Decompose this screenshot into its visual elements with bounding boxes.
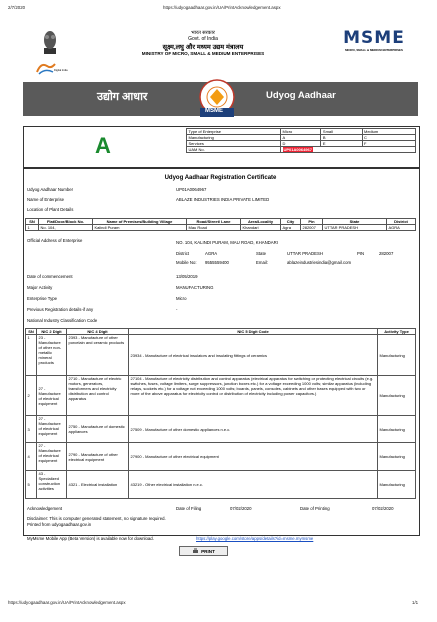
printer-icon <box>192 548 199 554</box>
printing-date-label: Date of Printing <box>300 506 330 511</box>
ministry-header <box>23 28 418 78</box>
disclaimer: Disclaimer: This is computer generated statement, no signature required. <box>27 516 166 521</box>
enterprise-type-label: Enterprise Type <box>27 296 58 301</box>
ministry-hindi: सूक्ष्म,लघु और मध्यम उद्यम मंत्रालय <box>162 44 244 51</box>
nic-table <box>25 328 416 499</box>
national-emblem-icon <box>41 30 59 56</box>
mobile-value: 9555559400 <box>205 260 229 265</box>
nic-label: National Industry Classification Code <box>27 318 98 323</box>
plant-table <box>25 218 416 231</box>
medium-header: Medium <box>362 129 416 135</box>
major-activity-value: MANUFACTURING <box>176 285 214 290</box>
field-uan-label: Udyog Aadhaar Number <box>27 187 74 192</box>
state-label: State <box>256 251 267 256</box>
email-value: ablazeindustriesindia@gmail.com <box>287 260 352 265</box>
footer-url: https://udyogaadhaar.gov.in/UA/PrintAcknowledgement.aspx <box>8 600 126 605</box>
plant-header-row: SN Flat/Door/Block No. Name of Premises/Building Village Road/Street/ Lane Area/Locality City Pin State District <box>26 219 416 225</box>
seal-badge: MSME <box>205 108 223 114</box>
acknowledgement-label: Acknowledgement <box>27 506 63 511</box>
office-address-line: NO. 104, KALINDI PURAM, MAU ROAD, KHANDARI <box>176 240 278 245</box>
nic-row: 3 27 - Manufacture of electrical equipment 2750 - Manufacture of domestic appliances 27509 - Manufacture of other domestic appliances n.e.c. Manufacturing <box>26 416 416 443</box>
cat-a: A <box>281 135 321 141</box>
banner-english: Udyog Aadhaar <box>266 90 336 101</box>
state-value: UTTAR PRADESH <box>287 251 323 256</box>
nic-row: 1 23 - Manufacture of other non-metallic mineral products 2393 - Manufacture of other porcelain and ceramic products 23934 - Manufacture of electrical insulators and insulating fittings of ceramics Manufacturing <box>26 335 416 376</box>
msme-logo <box>333 28 415 52</box>
major-activity-label: Major Activity <box>27 285 53 290</box>
mobile-label: Mobile No: <box>176 260 197 265</box>
micro-header: Micro <box>281 129 321 135</box>
nic-row: 2 27 - Manufacture of electrical equipment 2710 - Manufacture of electric motors, generators, transformers and electricity distribution and control apparatus 27104 - Manufacture of electricity distribution and control apparatus (electrical apparatus for switching or protecting electrical circuits (e.g. switches, fuses, voltage limiters, surge suppressors, junction boxes etc.) for a voltage exceeding 1000 volts; similar apparatus (including relays, sockets etc.) for a voltage not exceeding 1000 volts; boards, panels, consoles, cabinets and other bases equipped with two or more of the above apparatus for electricity control or distribution of electricity including power capacitors.) Manufacturing <box>26 376 416 416</box>
small-header: Small <box>321 129 362 135</box>
cat-d: D <box>281 141 321 147</box>
type-header: Type of Enterprise <box>187 129 281 135</box>
field-location-label: Location of Plant Details <box>27 207 74 212</box>
office-address-label: Official Address of Enterprise <box>27 238 83 243</box>
ministry-english: MINISTRY OF MICRO, SMALL & MEDIUM ENTERPRISES <box>141 51 265 56</box>
play-store-link[interactable]: https://play.google.com/store/apps/details?id=msme.mymsme <box>196 536 314 541</box>
manufacturing-label: Manufacturing <box>187 135 281 141</box>
print-url: https://udyogaadhaar.gov.in/UA/PrintAcknowledgement.aspx <box>163 5 281 10</box>
category-letter: A <box>95 133 111 158</box>
uam-label: UAM No. <box>187 147 281 153</box>
previous-registration-label: Previous Registration details-if any <box>27 307 94 312</box>
field-name-label: Name of Enterprise <box>27 197 65 202</box>
digital-india-label: Digital India <box>54 69 68 72</box>
enterprise-type-value: Micro <box>176 296 187 301</box>
certificate-title: Udyog Aadhaar Registration Certificate <box>164 175 277 181</box>
commencement-label: Date of commencement <box>27 274 73 279</box>
govt-hindi: भारत सरकार <box>191 30 215 36</box>
print-button[interactable] <box>179 546 228 556</box>
filing-date-value: 07/02/2020 <box>230 506 252 511</box>
field-uan-value: UP01A0064967 <box>176 187 207 192</box>
govt-english: Govt. of India <box>188 36 218 42</box>
email-label: Email: <box>256 260 268 265</box>
print-button-label: PRINT <box>201 548 215 554</box>
print-date: 2/7/2020 <box>8 5 26 10</box>
nic-row: 4 27 - Manufacture of electrical equipment 2790 - Manufacture of other electrical equipment 27900 - Manufacture of other electrical equipment Manufacturing <box>26 443 416 471</box>
cat-b: B <box>321 135 362 141</box>
mobile-app-note: MyMsme Mobile App (Beta Version) is available now for download. <box>27 536 154 541</box>
pin-label: PIN <box>357 251 365 256</box>
pin-value: 282007 <box>379 251 394 256</box>
printing-date-value: 07/02/2020 <box>372 506 394 511</box>
banner-hindi: उद्योग आधार <box>97 91 148 103</box>
district-value: AGRA <box>205 251 218 256</box>
commencement-value: 13/05/2019 <box>176 274 198 279</box>
nic-row: 5 43 - Specialized construction activities 4321 - Electrical installation 43219 - Other electrical installation n.e.c. Manufacturing <box>26 471 416 499</box>
msme-caption: MICRO, SMALL & MEDIUM ENTERPRISES <box>345 48 403 52</box>
district-label: District <box>176 251 190 256</box>
category-table <box>186 128 416 153</box>
page-number: 1/1 <box>412 600 419 605</box>
field-name-value: ABLAZE INDUSTRIES INDIA PRIVATE LIMITED <box>176 197 270 202</box>
plant-row: 1 No. 104, Kalindi Puram Mau Road Khandari Agra 282007 UTTAR PRADESH AGRA <box>26 225 416 231</box>
printed-from: Printed from udyogaadhaar.gov.in <box>27 522 92 527</box>
cat-e: E <box>321 141 362 147</box>
filing-date-label: Date of Filing <box>176 506 202 511</box>
uam-number: UP01A0064967 <box>283 147 312 152</box>
cat-f: F <box>362 141 416 147</box>
previous-registration-value: - <box>176 307 178 312</box>
services-label: Services <box>187 141 281 147</box>
nic-header-row: SN NIC 2 Digit NIC 4 Digit NIC 5 Digit Code Activity Type <box>26 329 416 335</box>
digital-india-logo-icon <box>35 60 57 76</box>
msme-logo-text: MSME <box>343 28 405 48</box>
cat-c: C <box>362 135 416 141</box>
